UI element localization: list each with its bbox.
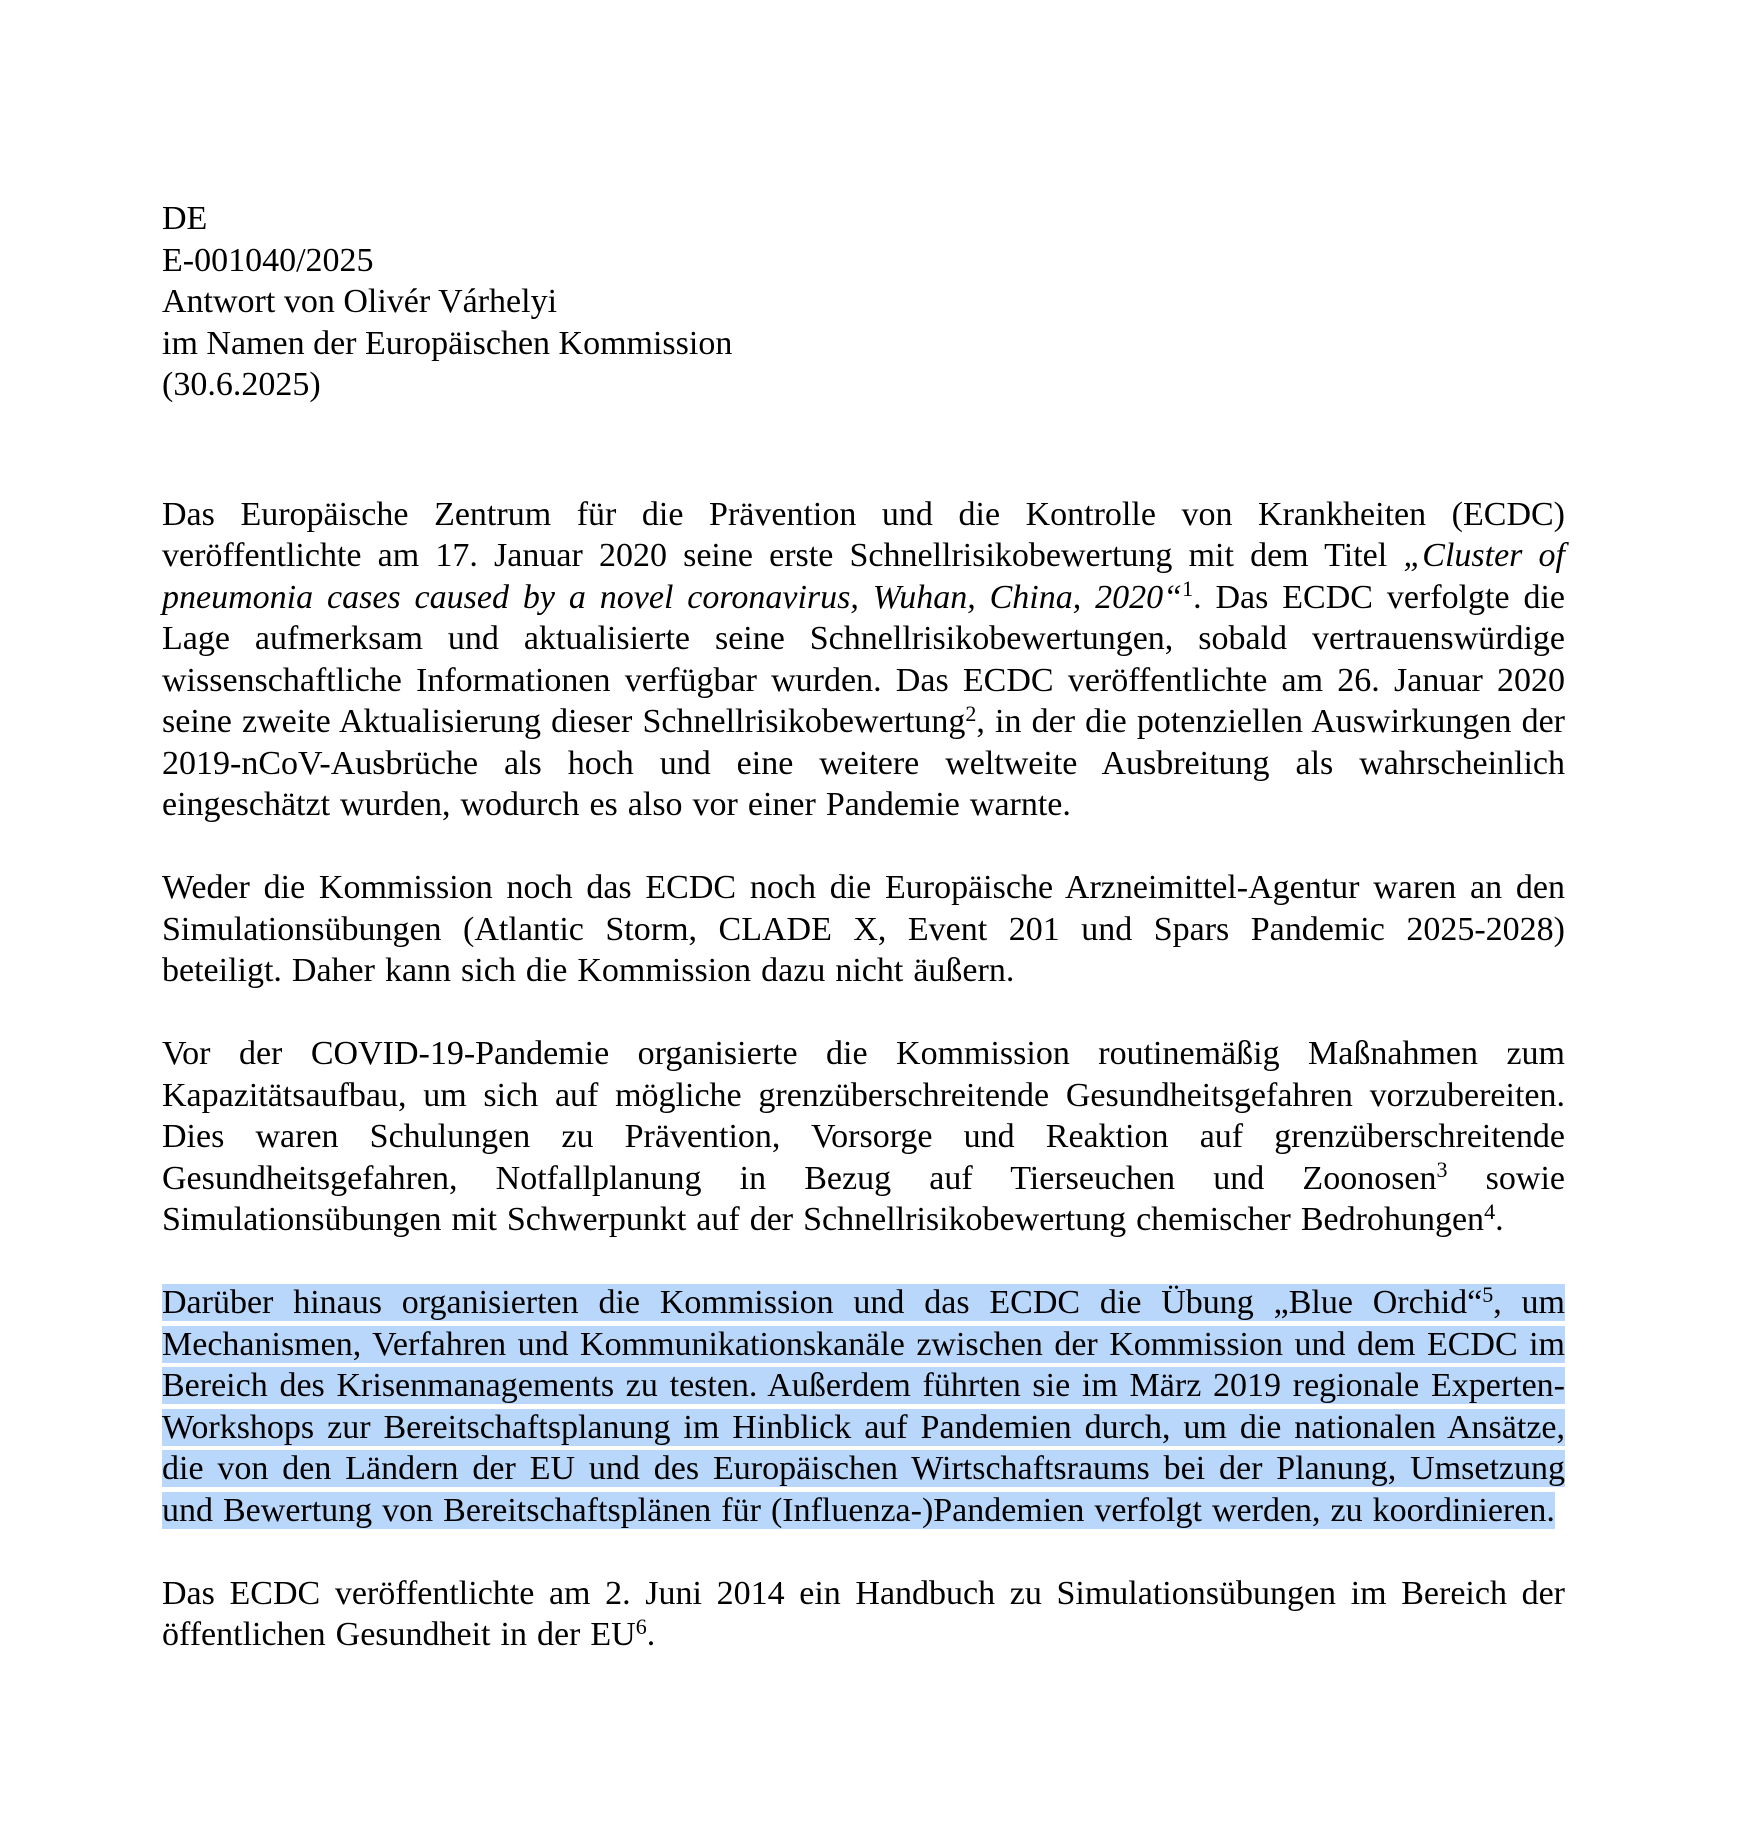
paragraph-highlighted bbox=[162, 1282, 1565, 1531]
paragraph bbox=[162, 1033, 1565, 1241]
footnote-reference: 3 bbox=[1436, 1157, 1448, 1183]
paragraph bbox=[162, 494, 1565, 826]
text-run: Darüber hinaus organisierten die Kommission und das ECDC die Übung „Blue Orchid“ bbox=[162, 1284, 1483, 1321]
paragraph bbox=[162, 867, 1565, 992]
text-run: sowie Simulationsübungen mit Schwerpunkt auf der Schnellrisikobewertung chemischer Bedrohungen bbox=[162, 1159, 1566, 1238]
footnote-reference: 5 bbox=[1482, 1281, 1494, 1307]
text-run: . bbox=[1495, 1201, 1504, 1238]
footnote-reference: 1 bbox=[1182, 576, 1194, 602]
text-run: Das ECDC veröffentlichte am 2. Juni 2014 ein Handbuch zu Simulationsübungen im Bereich der öffentlichen Gesundheit in der EU bbox=[162, 1574, 1565, 1653]
text-run: Weder die Kommission noch das ECDC noch die Europäische Arzneimittel-Agentur waren an den Simulationsübungen (Atlantic Storm, CLADE X, Event 201 und Spars Pandemic 2025-2028) beteiligt. Daher kann sich die Kommission dazu nicht äußern. bbox=[162, 869, 1565, 989]
italic-title-text: „Cluster of pneumonia cases caused by a novel coronavirus, Wuhan, China, 2020“ bbox=[162, 537, 1566, 616]
text-run: Das Europäische Zentrum für die Prävention und die Kontrolle von Krankheiten (ECDC) veröffentlichte am 17. Januar 2020 seine erste Schnellrisikobewertung mit dem Titel bbox=[162, 495, 1565, 574]
text-selection-highlight bbox=[162, 1281, 1565, 1529]
header-line: Antwort von Olivér Várhelyi bbox=[162, 283, 558, 320]
header-line: DE bbox=[162, 200, 208, 237]
header-line: im Namen der Europäischen Kommission bbox=[162, 324, 733, 362]
header-line: E-001040/2025 bbox=[162, 241, 374, 279]
text-run: . bbox=[646, 1616, 656, 1653]
document-content bbox=[162, 198, 1565, 1656]
footnote-reference: 6 bbox=[635, 1613, 647, 1639]
footnote-reference: 4 bbox=[1484, 1198, 1496, 1224]
text-run: , in der die potenziellen Auswirkungen der 2019-nCoV-Ausbrüche als hoch und eine weitere weltweite Ausbreitung als wahrscheinlich eingeschätzt wurden, wodurch es also vor einer Pandemie warnte. bbox=[162, 703, 1565, 823]
text-run: Vor der COVID-19-Pandemie organisierte die Kommission routinemäßig Maßnahmen zum Kapazitätsaufbau, um sich auf mögliche grenzüberschreitende Gesundheitsgefahren vorzubereiten. Dies waren Schulungen zu Prävention, Vorsorge und Reaktion auf grenzüberschreitende Gesundheitsgefahren, Notfallplanung in Bezug auf Tierseuchen und Zoonosen bbox=[162, 1035, 1565, 1197]
text-run: , um Mechanismen, Verfahren und Kommunikationskanäle zwischen der Kommission und dem ECDC im Bereich des Krisenmanagements zu testen. Außerdem führten sie im März 2019 regionale Experten-Workshops zur Bereitschaftsplanung im Hinblick auf Pandemien durch, um die nationalen Ansätze, die von den Ländern der EU und des Europäischen Wirtschaftsraums bei der Planung, Umsetzung und Bewertung von Bereitschaftsplänen für (Influenza-)Pandemien verfolgt werden, zu koordinieren. bbox=[162, 1284, 1565, 1529]
document-body bbox=[162, 494, 1565, 1656]
paragraph bbox=[162, 1573, 1565, 1656]
footnote-reference: 2 bbox=[965, 700, 977, 726]
text-run: . Das ECDC verfolgte die Lage aufmerksam und aktualisierte seine Schnellrisikobewertungen, sobald vertrauenswürdige wissenschaftliche Informationen verfügbar wurden. Das ECDC veröffentlichte am 26. Januar 2020 seine zweite Aktualisierung dieser Schnellrisikobewertung bbox=[162, 578, 1565, 740]
document-header bbox=[162, 198, 1565, 406]
header-line: (30.6.2025) bbox=[162, 366, 321, 403]
